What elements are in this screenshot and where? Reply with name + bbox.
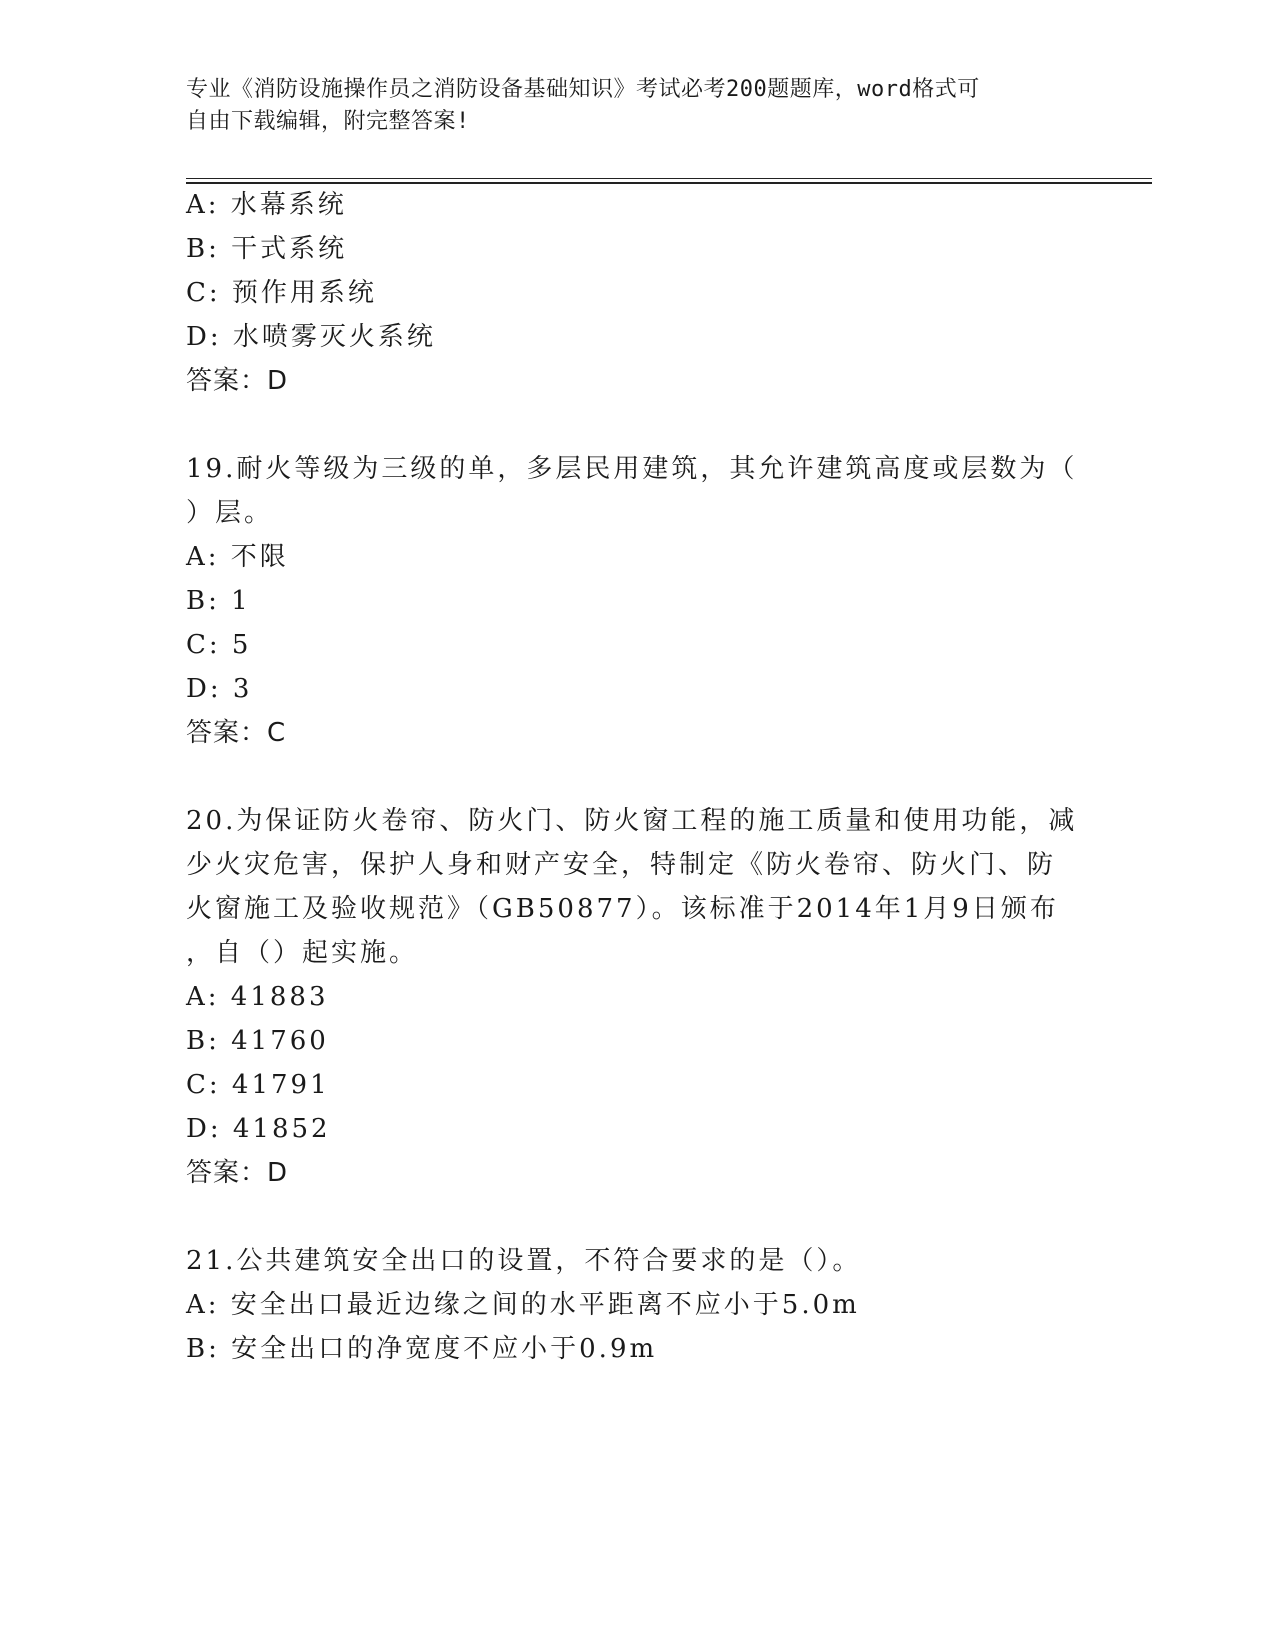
q18-option-b: B: 干式系统 — [186, 234, 348, 264]
header-line-2: 自由下载编辑，附完整答案! — [186, 109, 470, 134]
q20-stem-line-3: 火窗施工及验收规范》（GB50877）。该标准于2014年1月9日颁布 — [186, 894, 1059, 924]
header-divider-thick — [186, 182, 1152, 184]
q19-option-a: A: 不限 — [186, 542, 289, 572]
q19-option-b: B: 1 — [186, 586, 251, 616]
q18-answer: 答案：D — [186, 366, 289, 396]
q20-option-b: B: 41760 — [186, 1026, 329, 1056]
q19-option-d: D: 3 — [186, 674, 253, 704]
q20-stem-line-1: 20.为保证防火卷帘、防火门、防火窗工程的施工质量和使用功能，减 — [186, 806, 1078, 836]
q20-answer: 答案：D — [186, 1158, 289, 1188]
q21-option-b: B: 安全出口的净宽度不应小于0.9m — [186, 1334, 658, 1364]
document-header — [186, 74, 1066, 138]
q21-stem-line-1: 21.公共建筑安全出口的设置，不符合要求的是（）。 — [186, 1246, 862, 1276]
header-divider-thin — [186, 178, 1152, 179]
q19-stem-line-2: ）层。 — [186, 498, 274, 528]
q18-option-d: D: 水喷雾灭火系统 — [186, 322, 436, 352]
header-line-1: 专业《消防设施操作员之消防设备基础知识》考试必考200题题库，word格式可 — [186, 77, 980, 102]
q20-option-d: D: 41852 — [186, 1114, 331, 1144]
q20-option-c: C: 41791 — [186, 1070, 330, 1100]
q18-option-a: A: 水幕系统 — [186, 190, 347, 220]
q20-option-a: A: 41883 — [186, 982, 329, 1012]
q18-option-c: C: 预作用系统 — [186, 278, 377, 308]
q19-option-c: C: 5 — [186, 630, 252, 660]
q19-stem-line-1: 19.耐火等级为三级的单，多层民用建筑，其允许建筑高度或层数为（ — [186, 454, 1078, 484]
q19-answer: 答案：C — [186, 718, 287, 748]
q20-stem-line-4: ，自（）起实施。 — [186, 938, 419, 968]
q20-stem-line-2: 少火灾危害，保护人身和财产安全，特制定《防火卷帘、防火门、防 — [186, 850, 1057, 880]
q21-option-a: A: 安全出口最近边缘之间的水平距离不应小于5.0m — [186, 1290, 860, 1320]
